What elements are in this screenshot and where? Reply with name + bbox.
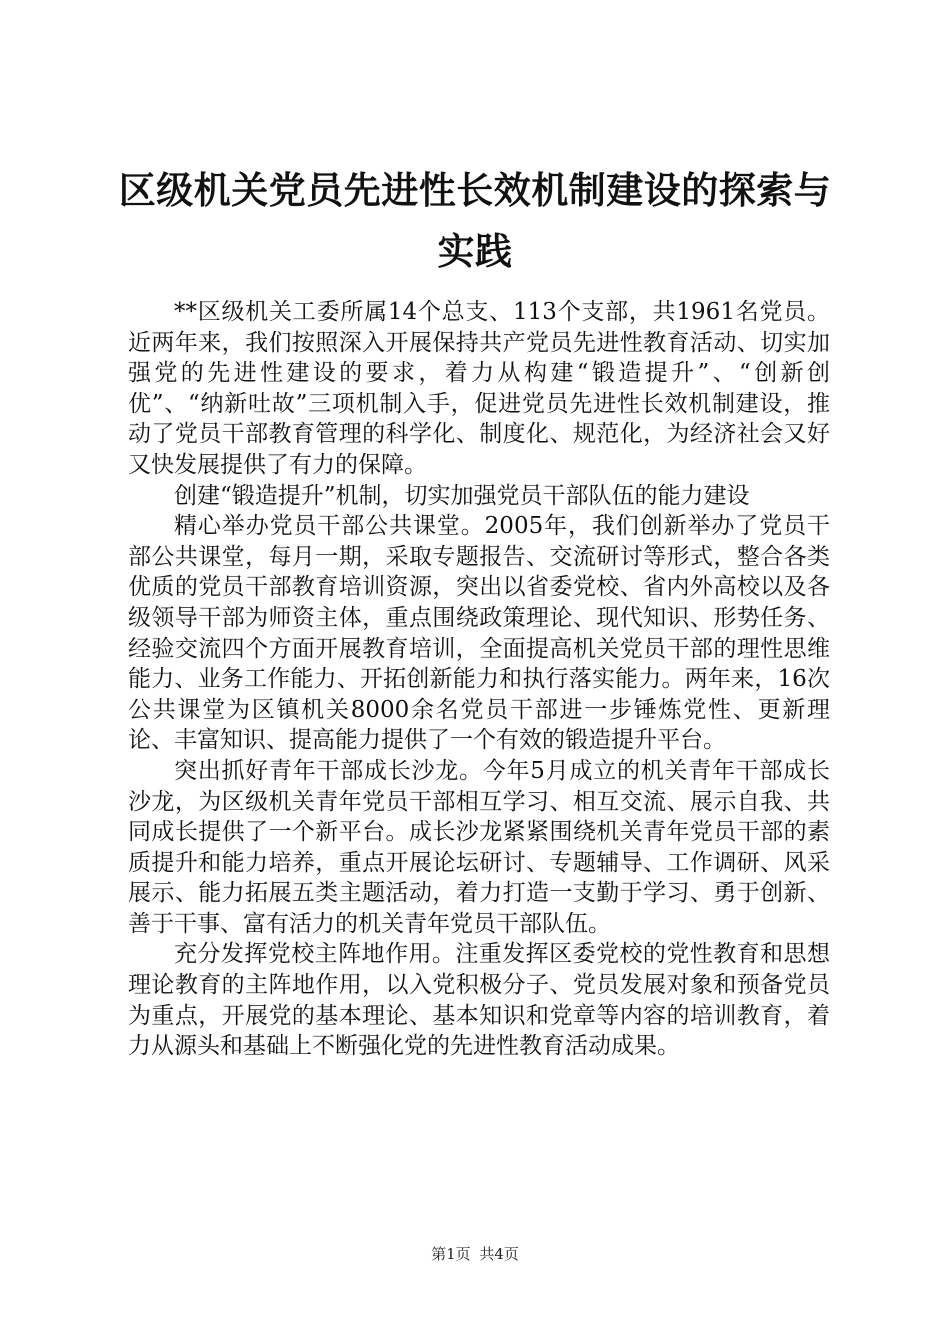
document-body [128, 297, 830, 1062]
document-title: 区级机关党员先进性长效机制建设的探索与实践 [118, 169, 832, 273]
paragraph-section-heading: 创建“锻造提升”机制，切实加强党员干部队伍的能力建设 [174, 482, 750, 509]
paragraph-youth-salon: 突出抓好青年干部成长沙龙。今年5月成立的机关青年干部成长沙龙，为区级机关青年党员干部相互学习、相互交流、展示自我、共同成长提供了一个新平台。成长沙龙紧紧围绕机关青年党员干部的素质提升和能力培养，重点开展论坛研讨、专题辅导、工作调研、风采展示、能力拓展五类主题活动，着力打造一支勤于学习、勇于创新、善于干事、富有活力的机关青年党员干部队伍。 [128, 757, 830, 937]
page-footer [0, 1244, 950, 1264]
paragraph-intro: **区级机关工委所属14个总支、113个支部，共1961名党员。近两年来，我们按照深入开展保持共产党员先进性教育活动、切实加强党的先进性建设的要求，着力从构建“锻造提升”、“创新创优”、“纳新吐故”三项机制入手，促进党员先进性长效机制建设，推动了党员干部教育管理的科学化、制度化、规范化，为经济社会又好又快发展提供了有力的保障。 [128, 299, 830, 478]
page-total: 共4页 [479, 1245, 519, 1263]
paragraph-public-class: 精心举办党员干部公共课堂。2005年，我们创新举办了党员干部公共课堂，每月一期，采取专题报告、交流研讨等形式，整合各类优质的党员干部教育培训资源，突出以省委党校、省内外高校以及各级领导干部为师资主体，重点围绕政策理论、现代知识、形势任务、经验交流四个方面开展教育培训，全面提高机关党员干部的理性思维能力、业务工作能力、开拓创新能力和执行落实能力。两年来，16次公共课堂为区镇机关8000余名党员干部进一步锤炼党性、更新理论、丰富知识、提高能力提供了一个有效的锻造提升平台。 [128, 513, 830, 754]
paragraph-party-school: 充分发挥党校主阵地作用。注重发挥区委党校的党性教育和思想理论教育的主阵地作用，以入党积极分子、党员发展对象和预备党员为重点，开展党的基本理论、基本知识和党章等内容的培训教育，着力从源头和基础上不断强化党的先进性教育活动成果。 [128, 941, 830, 1060]
page-number: 第1页 [431, 1245, 471, 1263]
